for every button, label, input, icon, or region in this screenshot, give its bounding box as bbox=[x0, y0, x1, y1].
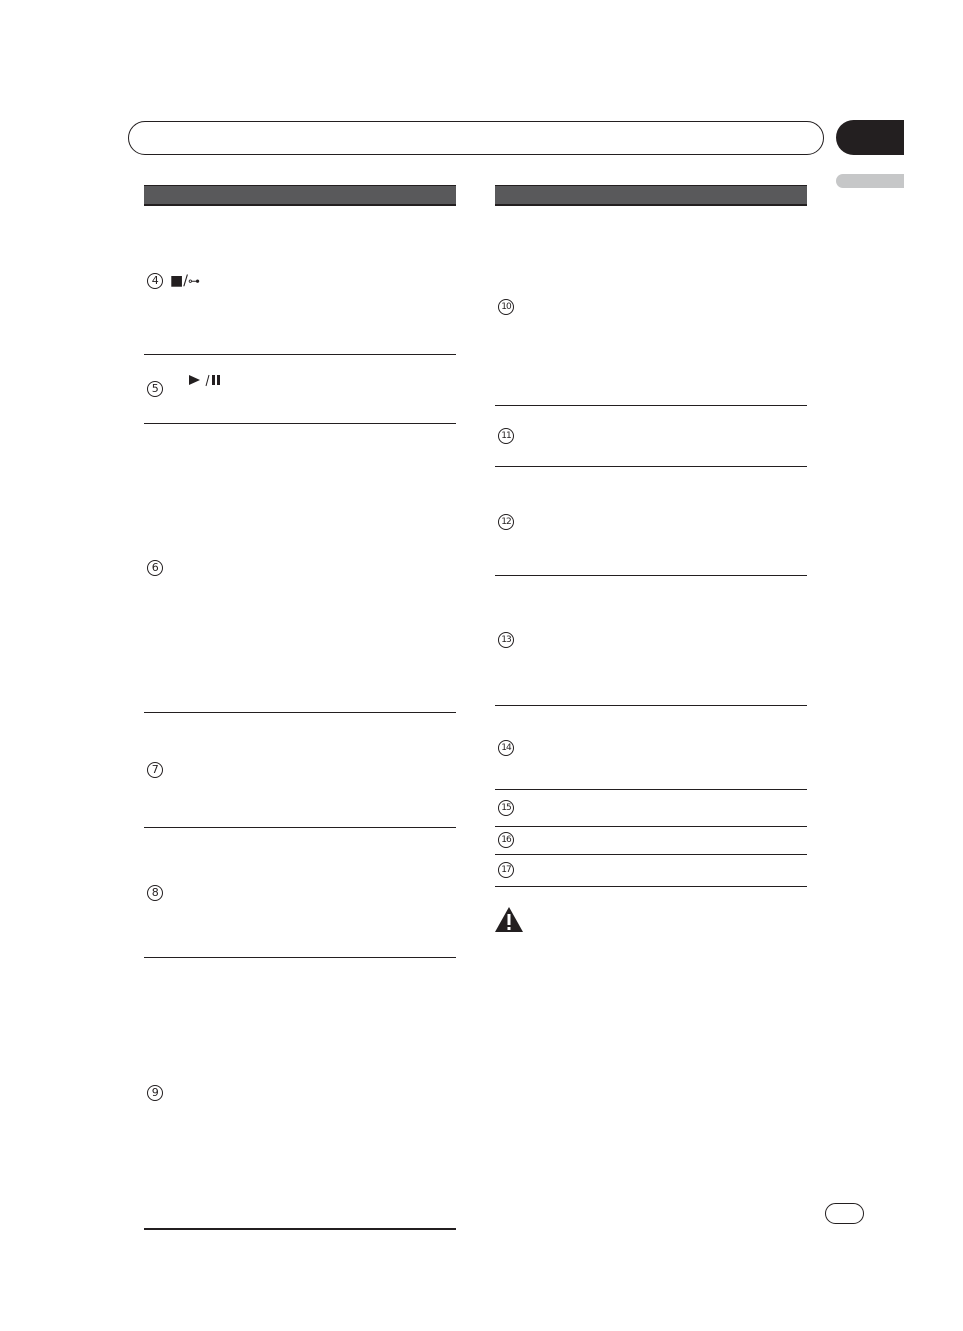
row-divider bbox=[495, 789, 807, 790]
item-number: 15 bbox=[498, 800, 514, 816]
chapter-tab bbox=[836, 120, 904, 155]
item-number: 6 bbox=[147, 560, 163, 576]
item-number: 7 bbox=[147, 762, 163, 778]
slash-separator: / bbox=[183, 273, 188, 289]
item-number: 17 bbox=[498, 862, 514, 878]
page-number-pill bbox=[825, 1203, 864, 1224]
play-pause-icon bbox=[188, 374, 224, 388]
row-divider bbox=[495, 466, 807, 467]
item-number: 16 bbox=[498, 832, 514, 848]
item-number: 13 bbox=[498, 632, 514, 648]
stop-icon: ■ bbox=[170, 273, 184, 289]
item-number: 12 bbox=[498, 514, 514, 530]
item-number: 4 bbox=[147, 273, 163, 289]
row-divider bbox=[495, 854, 807, 855]
stop-eject-symbol bbox=[170, 273, 200, 289]
row-divider bbox=[144, 957, 456, 958]
row-divider bbox=[495, 405, 807, 406]
table-bottom-rule bbox=[495, 886, 807, 887]
row-divider bbox=[495, 575, 807, 576]
item-number: 5 bbox=[147, 381, 163, 397]
right-table-header bbox=[495, 185, 807, 206]
row-divider bbox=[144, 827, 456, 828]
row-divider bbox=[495, 705, 807, 706]
item-number: 8 bbox=[147, 885, 163, 901]
item-number: 14 bbox=[498, 740, 514, 756]
play-pause-symbol bbox=[188, 373, 224, 387]
left-table-header bbox=[144, 185, 456, 206]
item-number: 10 bbox=[498, 299, 514, 315]
item-number: 9 bbox=[147, 1085, 163, 1101]
row-divider bbox=[495, 826, 807, 827]
warning-triangle-icon bbox=[494, 906, 524, 933]
chapter-title-bar bbox=[128, 121, 824, 155]
row-divider bbox=[144, 712, 456, 713]
table-bottom-rule bbox=[144, 1228, 456, 1230]
row-divider bbox=[144, 423, 456, 424]
eject-icon: ⊶ bbox=[187, 274, 200, 288]
item-number: 11 bbox=[498, 428, 514, 444]
language-tab bbox=[836, 174, 904, 188]
row-divider bbox=[144, 354, 456, 355]
